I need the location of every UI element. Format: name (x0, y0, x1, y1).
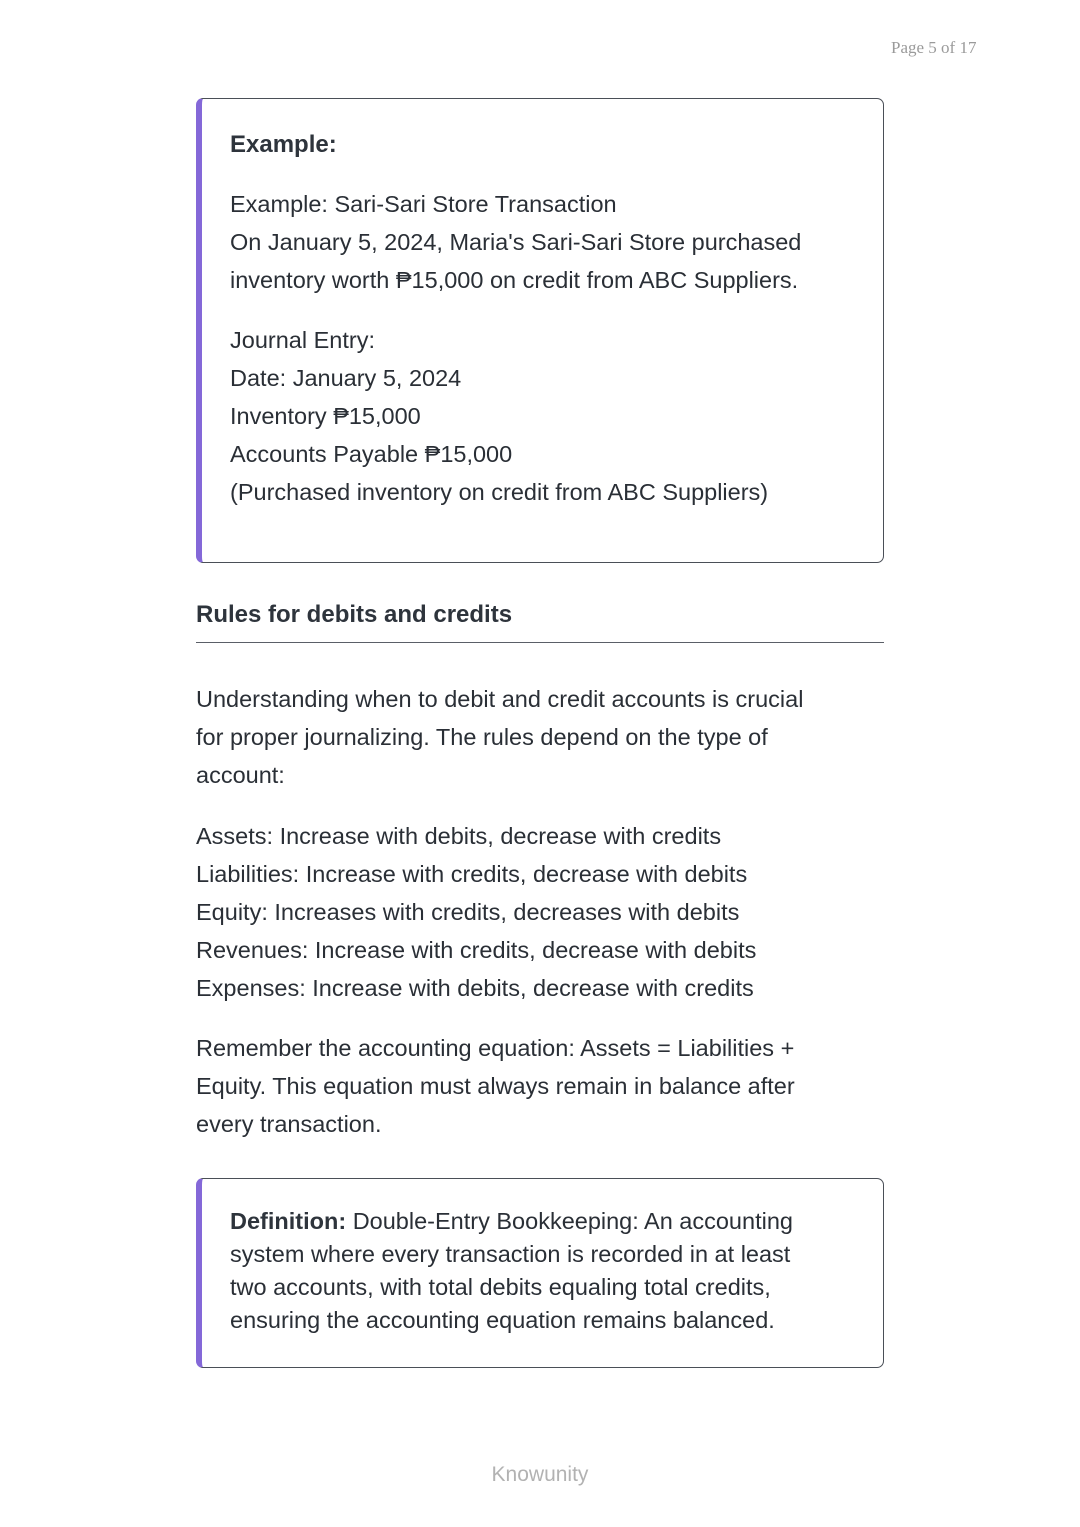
intro-line: for proper journalizing. The rules depend on the type of (196, 724, 768, 750)
intro-paragraph (196, 680, 884, 794)
definition-text (230, 1205, 853, 1337)
journal-entry-date: Date: January 5, 2024 (230, 365, 462, 391)
rule-liabilities: Liabilities: Increase with credits, decrease with debits (196, 861, 748, 887)
definition-term: Double-Entry Bookkeeping: An accounting (346, 1208, 793, 1234)
equation-paragraph (196, 1029, 884, 1143)
example-line: On January 5, 2024, Maria's Sari-Sari Store purchased (230, 229, 802, 255)
example-line: inventory worth ₱15,000 on credit from ABC Suppliers. (230, 267, 799, 293)
footer-brand: Knowunity (491, 1463, 589, 1486)
definition-line: system where every transaction is recorded in at least (230, 1241, 791, 1267)
journal-entry-heading: Journal Entry: (230, 327, 375, 353)
section-heading: Rules for debits and credits (196, 598, 884, 643)
intro-line: account: (196, 762, 285, 788)
rules-list (196, 817, 884, 1007)
equation-line: Equity. This equation must always remain in balance after (196, 1073, 795, 1099)
rule-equity: Equity: Increases with credits, decreases with debits (196, 899, 740, 925)
page-number: Page 5 of 17 (891, 38, 977, 57)
example-title: Example: (230, 131, 337, 158)
definition-line (230, 1205, 853, 1238)
rule-assets: Assets: Increase with debits, decrease with credits (196, 823, 722, 849)
definition-label: Definition: (230, 1208, 347, 1234)
definition-line: two accounts, with total debits equaling total credits, (230, 1274, 771, 1300)
journal-entry-note: (Purchased inventory on credit from ABC Suppliers) (230, 479, 769, 505)
intro-line: Understanding when to debit and credit accounts is crucial (196, 686, 804, 712)
definition-card (196, 1178, 884, 1368)
equation-line: every transaction. (196, 1111, 382, 1137)
equation-line: Remember the accounting equation: Assets = Liabilities + (196, 1035, 795, 1061)
rule-revenues: Revenues: Increase with credits, decrease with debits (196, 937, 757, 963)
journal-entry (230, 321, 853, 511)
rule-expenses: Expenses: Increase with debits, decrease with credits (196, 975, 754, 1001)
example-line: Example: Sari-Sari Store Transaction (230, 191, 617, 217)
journal-entry-debit: Inventory ₱15,000 (230, 403, 421, 429)
example-description (230, 185, 853, 299)
definition-line: ensuring the accounting equation remains balanced. (230, 1307, 775, 1333)
journal-entry-credit: Accounts Payable ₱15,000 (230, 441, 513, 467)
example-card (196, 98, 884, 563)
